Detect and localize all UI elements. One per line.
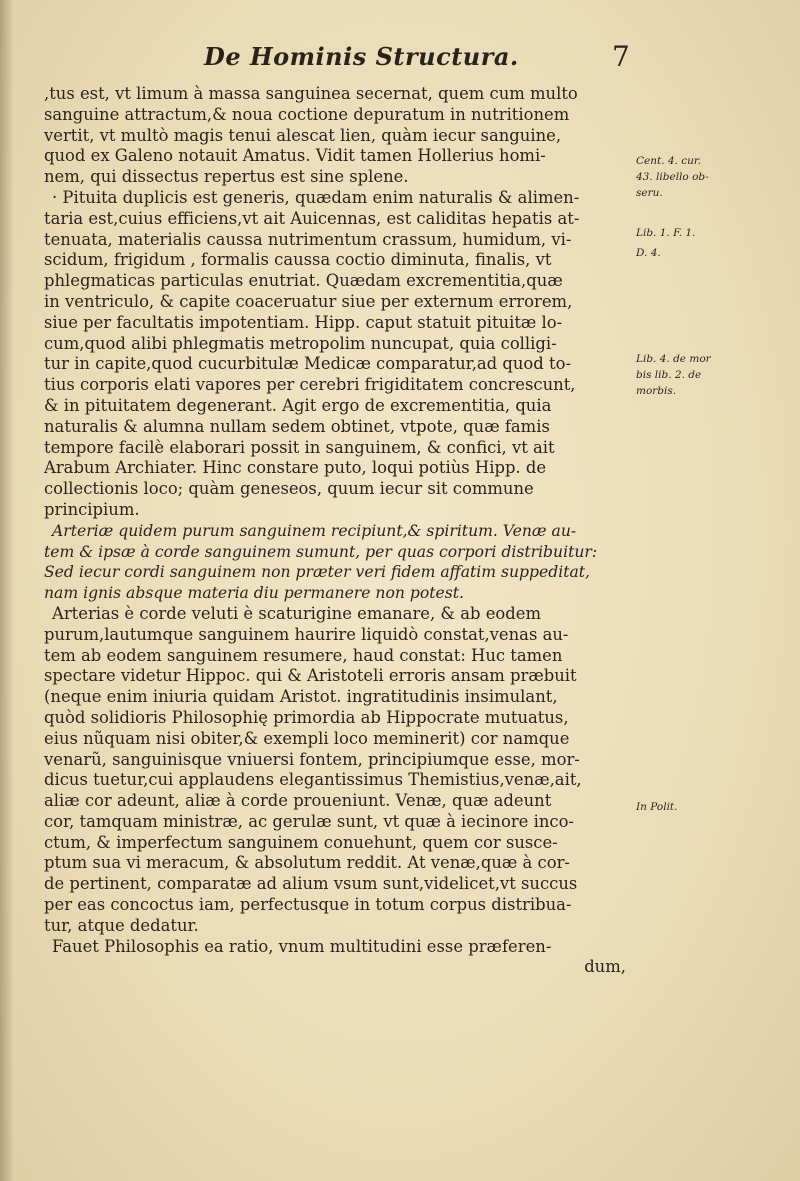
text-line: venarũ, sanguinisque vniuersi fontem, principiumque esse, mor- (44, 749, 580, 769)
text-line: tius corporis elati vapores per cerebri frigiditatem concrescunt, (44, 375, 576, 395)
text-line: ctum, & imperfectum sanguinem conuehunt, quem cor susce- (44, 832, 558, 852)
text-line: cum,quod alibi phlegmatis metropolim nuncupat, quia colligi- (44, 333, 557, 353)
margin-note: 43. libello ob- (636, 171, 709, 183)
text-line: tur in capite,quod cucurbitulæ Medicæ comparatur,ad quod to- (44, 354, 571, 374)
text-line: spectare videtur Hippoc. qui & Aristoteli erroris ansam præbuit (44, 666, 577, 686)
margin-note: morbis. (636, 385, 677, 397)
text-line: aliæ cor adeunt, aliæ à corde proueniunt. Venæ, quæ adeunt (44, 791, 552, 811)
margin-note: bis lib. 2. de (636, 369, 702, 381)
text-line: in ventriculo, & capite coaceruatur siue per externum errorem, (44, 291, 573, 311)
page-number: 7 (612, 40, 630, 73)
text-line: cor, tamquam ministræ, ac gerulæ sunt, vt quæ à iecinore inco- (44, 811, 574, 831)
text-line: eius nũquam nisi obiter,& exempli loco meminerit) cor namque (44, 728, 570, 748)
margin-note: Cent. 4. cur. (636, 155, 702, 167)
text-line: siue per facultatis impotentiam. Hipp. caput statuit pituitæ lo- (44, 312, 563, 332)
text-line: Arterias è corde veluti è scaturigine emanare, & ab eodem (52, 603, 541, 623)
italic-text-line: Sed iecur cordi sanguinem non præter veri fidem affatim suppeditat, (44, 563, 590, 582)
page-header (44, 40, 634, 80)
text-line: & in pituitatem degenerant. Agit ergo de excrementitia, quia (44, 395, 552, 415)
text-line: tem ab eodem sanguinem resumere, haud constat: Huc tamen (44, 645, 563, 665)
text-line: nem, qui dissectus repertus est sine splene. (44, 167, 409, 187)
margin-note: seru. (636, 187, 663, 199)
italic-text-line: nam ignis absque materia diu permanere non potest. (44, 584, 464, 603)
margin-note: Lib. 1. F. 1. (636, 227, 696, 239)
text-line: tenuata, materialis caussa nutrimentum crassum, humidum, vi- (44, 229, 572, 249)
text-line: ,tus est, vt limum à massa sanguinea secernat, quem cum multo (44, 84, 578, 103)
main-text-column (44, 84, 634, 978)
text-line: sanguine attractum,& noua coctione depuratum in nutritionem (44, 104, 570, 124)
text-line: · Pituita duplicis est generis, quædam enim naturalis & alimen- (52, 187, 580, 207)
text-line: scidum, frigidum , formalis caussa coctio diminuta, finalis, vt (44, 250, 552, 270)
text-line: dum, (584, 957, 626, 977)
text-line: phlegmaticas particulas enutriat. Quædam excrementitia,quæ (44, 271, 563, 291)
text-line: vertit, vt multò magis tenui alescat lien, quàm iecur sanguine, (44, 125, 562, 145)
text-line: naturalis & alumna nullam sedem obtinet, vtpote, quæ famis (44, 416, 550, 436)
text-line: ptum sua vi meracum, & absolutum reddit. At venæ,quæ à cor- (44, 853, 570, 873)
text-line: tempore facilè elaborari possit in sanguinem, & confici, vt ait (44, 437, 555, 457)
italic-text-line: tem & ipsæ à corde sanguinem sumunt, per quas corpori distribuitur: (44, 542, 598, 561)
text-line: per eas concoctus iam, perfectusque in totum corpus distribua- (44, 895, 572, 915)
text-line: quod ex Galeno notauit Amatus. Vidit tamen Hollerius homi- (44, 146, 546, 166)
text-line: purum,lautumque sanguinem haurire liquidò constat,venas au- (44, 624, 569, 644)
text-line: principium. (44, 499, 140, 519)
italic-text-line: Arteriæ quidem purum sanguinem recipiunt,& spiritum. Venæ au- (52, 521, 577, 540)
text-line: quòd solidioris Philosophię primordia ab Hippocrate mutuatus, (44, 707, 569, 727)
text-line: collectionis loco; quàm geneseos, quum iecur sit commune (44, 479, 534, 499)
text-line: taria est,cuius efficiens,vt ait Auicennas, est caliditas hepatis at- (44, 208, 580, 228)
text-line: tur, atque dedatur. (44, 915, 199, 935)
text-line: Fauet Philosophis ea ratio, vnum multitudini esse præferen- (52, 936, 552, 956)
text-line: de pertinent, comparatæ ad alium vsum sunt,videlicet,vt succus (44, 874, 578, 894)
text-line: dicus tuetur,cui applaudens elegantissimus Themistius,venæ,ait, (44, 770, 582, 790)
margin-note: In Polit. (636, 801, 678, 813)
text-line: Arabum Archiater. Hinc constare puto, loqui potiùs Hipp. de (44, 458, 547, 478)
text-line: (neque enim iniuria quidam Aristot. ingratitudinis insimulant, (44, 687, 558, 707)
margin-note: Lib. 4. de mor (636, 353, 711, 365)
running-title: De Hominis Structura. (204, 42, 519, 71)
margin-note: D. 4. (636, 247, 661, 259)
